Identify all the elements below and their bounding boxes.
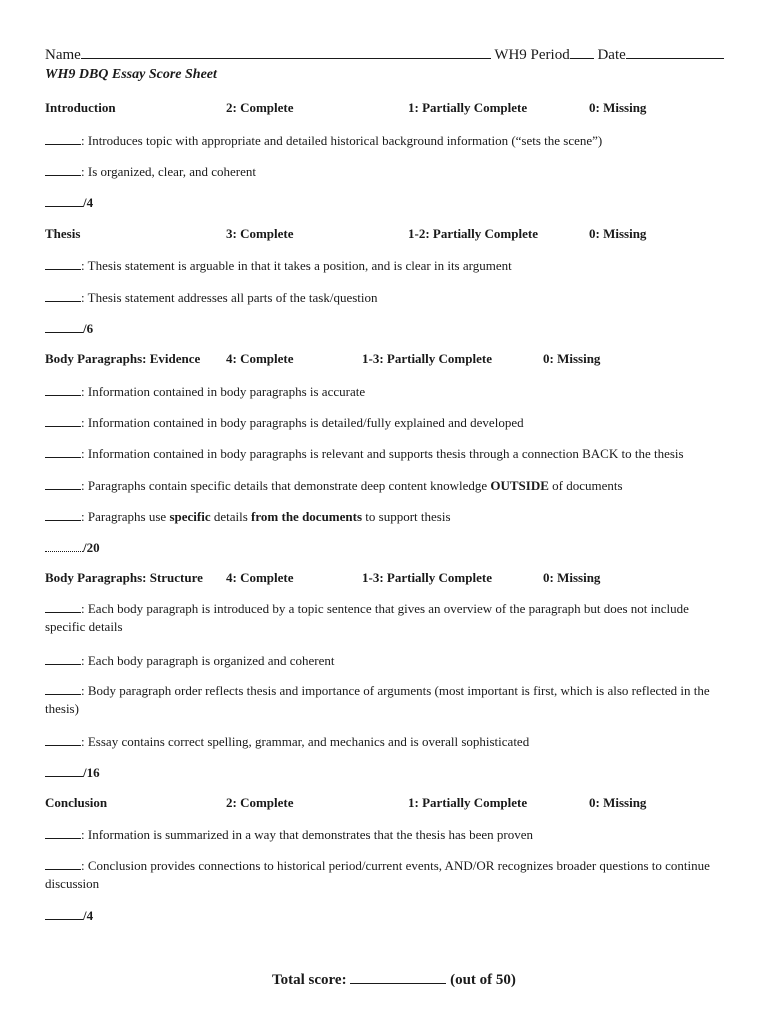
evidence-item: : Paragraphs use specific details from the documents to support thesis [45, 508, 451, 525]
outside-emphasis: OUTSIDE [490, 478, 549, 493]
total-score-field[interactable] [350, 971, 446, 984]
evidence-item: : Information contained in body paragraphs is accurate [45, 383, 365, 400]
conclusion-score: /4 [45, 907, 93, 924]
intro-complete: 2: Complete [226, 100, 294, 115]
score-blank[interactable] [45, 764, 83, 777]
evidence-item: : Information contained in body paragraphs is relevant and supports thesis through a connection BACK to the thesis [45, 445, 684, 462]
evidence-missing: 0: Missing [543, 351, 601, 366]
conclusion-partial: 1: Partially Complete [408, 795, 528, 810]
evidence-item: : Paragraphs contain specific details that demonstrate deep content knowledge OUTSIDE of documents [45, 477, 623, 494]
score-blank[interactable] [45, 539, 83, 552]
score-blank[interactable] [45, 445, 81, 458]
thesis-missing: 0: Missing [589, 226, 647, 241]
structure-item: : Each body paragraph is introduced by a topic sentence that gives an overview of the paragraph but does not include specific details [45, 601, 689, 634]
structure-item: : Each body paragraph is organized and coherent [45, 652, 335, 669]
structure-complete: 4: Complete [226, 570, 294, 585]
evidence-item: : Information contained in body paragraphs is detailed/fully explained and developed [45, 414, 524, 431]
score-blank[interactable] [45, 383, 81, 396]
score-blank[interactable] [45, 320, 83, 333]
intro-item: : Is organized, clear, and coherent [45, 163, 256, 180]
score-blank[interactable] [45, 132, 81, 145]
total-label: Total score: [272, 972, 347, 988]
date-field[interactable] [626, 46, 724, 59]
evidence-partial: 1-3: Partially Complete [362, 351, 492, 366]
conclusion-complete: 2: Complete [226, 795, 294, 810]
period-field[interactable] [570, 46, 594, 59]
score-blank[interactable] [45, 857, 81, 870]
score-blank[interactable] [45, 907, 83, 920]
structure-missing: 0: Missing [543, 570, 601, 585]
structure-score: /16 [45, 764, 100, 781]
period-label: WH9 Period [494, 47, 570, 63]
thesis-item: : Thesis statement is arguable in that it takes a position, and is clear in its argument [45, 257, 512, 274]
total-score-line [272, 971, 516, 989]
score-blank[interactable] [45, 733, 81, 746]
date-label: Date [597, 47, 626, 63]
thesis-heading: Thesis [45, 226, 81, 241]
score-blank[interactable] [45, 289, 81, 302]
conclusion-item: : Information is summarized in a way that demonstrates that the thesis has been proven [45, 826, 533, 843]
score-blank[interactable] [45, 826, 81, 839]
score-blank[interactable] [45, 163, 81, 176]
thesis-score: /6 [45, 320, 93, 337]
name-field[interactable] [81, 46, 491, 59]
sheet-title: WH9 DBQ Essay Score Sheet [45, 67, 217, 82]
structure-partial: 1-3: Partially Complete [362, 570, 492, 585]
score-blank[interactable] [45, 194, 83, 207]
evidence-heading: Body Paragraphs: Evidence [45, 351, 201, 366]
structure-item: : Body paragraph order reflects thesis and importance of arguments (most important is first, which is also reflected in the thesis) [45, 683, 710, 716]
thesis-complete: 3: Complete [226, 226, 294, 241]
specific-emphasis: specific [169, 509, 211, 524]
name-label: Name [45, 47, 81, 63]
score-blank[interactable] [45, 682, 81, 695]
structure-heading: Body Paragraphs: Structure [45, 570, 203, 585]
score-blank[interactable] [45, 477, 81, 490]
thesis-partial: 1-2: Partially Complete [408, 226, 538, 241]
score-blank[interactable] [45, 508, 81, 521]
conclusion-item: : Conclusion provides connections to historical period/current events, AND/OR recognizes broader questions to continue discussion [45, 858, 710, 891]
score-blank[interactable] [45, 652, 81, 665]
intro-partial: 1: Partially Complete [408, 100, 528, 115]
score-blank[interactable] [45, 600, 81, 613]
score-blank[interactable] [45, 257, 81, 270]
evidence-complete: 4: Complete [226, 351, 294, 366]
intro-missing: 0: Missing [589, 100, 647, 115]
intro-heading: Introduction [45, 100, 116, 115]
documents-emphasis: from the documents [251, 509, 363, 524]
intro-score: /4 [45, 194, 93, 211]
conclusion-missing: 0: Missing [589, 795, 647, 810]
score-blank[interactable] [45, 414, 81, 427]
header-line [45, 46, 724, 64]
evidence-score: /20 [45, 539, 100, 556]
structure-item: : Essay contains correct spelling, grammar, and mechanics and is overall sophisticated [45, 733, 529, 750]
thesis-item: : Thesis statement addresses all parts of the task/question [45, 289, 378, 306]
intro-item: : Introduces topic with appropriate and detailed historical background information (“sets the scene”) [45, 132, 602, 149]
conclusion-heading: Conclusion [45, 795, 108, 810]
total-suffix: (out of 50) [450, 972, 516, 988]
